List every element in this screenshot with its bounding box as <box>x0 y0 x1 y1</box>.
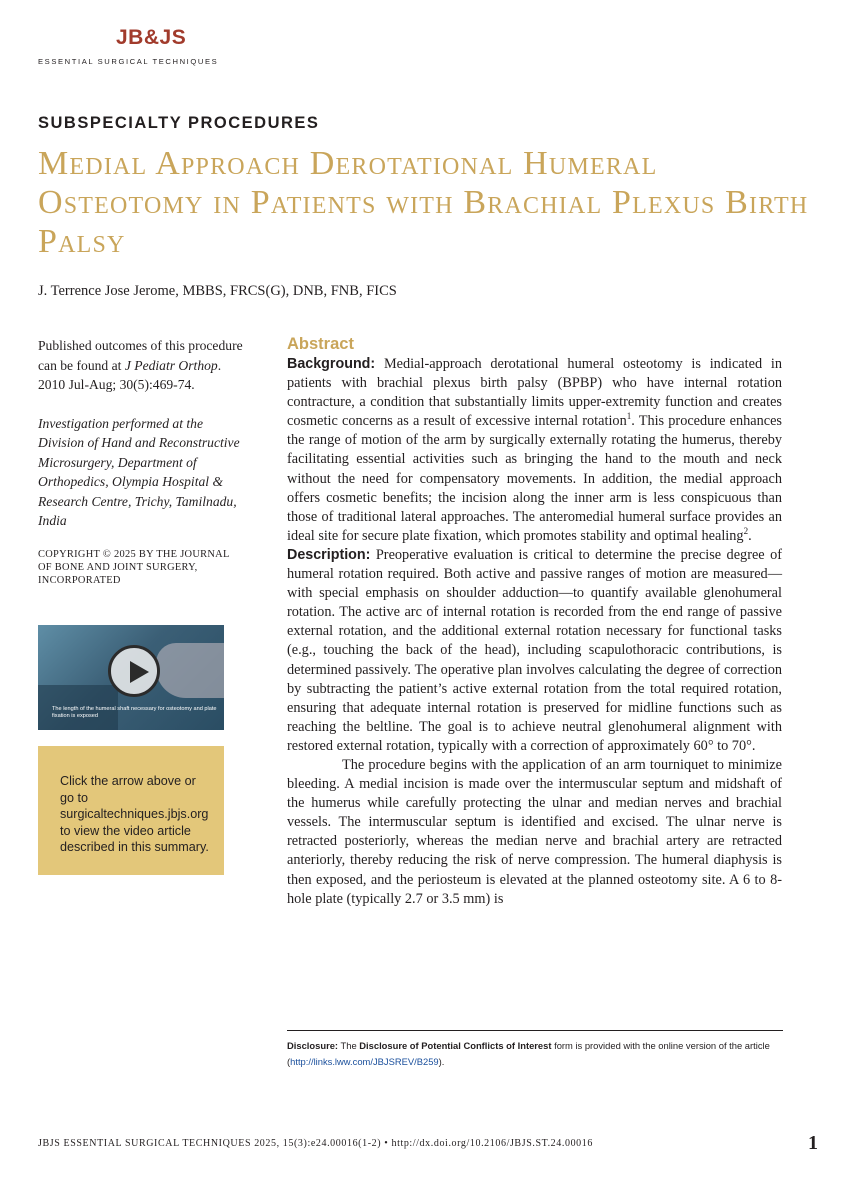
disclosure-note <box>287 1038 783 1069</box>
disclosure-text: The <box>338 1040 360 1051</box>
disclosure-text: form is provided with the online version of the article ( <box>287 1040 770 1067</box>
page-number: 1 <box>808 1132 818 1154</box>
published-outcomes-note <box>38 336 243 395</box>
background-text: . This procedure enhances the range of motion of the arm by surgically externally rotating the humerus, thereby facilitating essential activities such as bringing the hand to the mouth and neck without the need for compensatory movements. In addition, the medial approach offers cosmetic benefits; the incision along the inner arm is less conspicuous than those of traditional lateral approaches. The anteromedial humeral surface provides an ideal site for secure plate fixation, which promotes stability and optimal healing <box>287 413 782 544</box>
video-callout-box: Click the arrow above or go to surgicaltechniques.jbjs.org to view the video article described in this summary. <box>38 746 224 875</box>
background-label: Background: <box>287 356 376 372</box>
sidebar-column <box>38 336 243 587</box>
video-frame-detail <box>156 643 224 698</box>
logo-mark: JB&JS <box>116 26 187 49</box>
section-label: SUBSPECIALTY PROCEDURES <box>38 114 320 132</box>
published-citation: . 2010 Jul-Aug; 30(5):469-74. <box>38 357 222 392</box>
footer-citation: JBJS ESSENTIAL SURGICAL TECHNIQUES 2025, 15(3):e24.00016(1-2) • http://dx.doi.org/10.2106/JBJS.ST.24.00016 <box>38 1138 593 1149</box>
logo-subtitle: ESSENTIAL SURGICAL TECHNIQUES <box>38 57 219 66</box>
reference-marker: 1 <box>626 411 632 422</box>
video-thumbnail[interactable] <box>38 625 224 730</box>
disclosure-form-name: Disclosure of Potential Conflicts of Interest <box>359 1040 552 1051</box>
footnote-divider <box>287 1030 783 1031</box>
background-text: Medial-approach derotational humeral osteotomy is indicated in patients with brachial plexus birth palsy (BPBP) who have internal rotation contracture, a condition that substantially limits upper-extremity function and creates cosmetic concerns as a result of excessive internal rotation <box>287 356 782 430</box>
description-text: Preoperative evaluation is critical to determine the precise degree of humeral rotation required. Both active and passive ranges of motion are measured—with special emphasis on shoulder adduction—to quantify available glenohumeral rotation. The active arc of internal rotation is recorded from the end range of passive external rotation, and the additional external rotation necessary for functional tasks (e.g., touching the back of the head), including scapulothoracic contributions, is determined passively. The operative plan involves calculating the degree of correction by subtracting the patient’s active external rotation from the total required rotation, ensuring that adequate internal rotation is preserved for midline functions such as reaching the beltline. The goal is to achieve neutral glenohumeral alignment with restored external rotation, typically with a correction of approximately 60° to 70°. <box>287 546 782 754</box>
journal-name: J Pediatr Orthop <box>124 357 218 373</box>
disclosure-text: ). <box>438 1055 445 1067</box>
abstract-heading: Abstract <box>287 335 354 353</box>
description-label: Description: <box>287 546 371 563</box>
description-paragraph <box>287 546 782 756</box>
copyright-note: COPYRIGHT © 2025 BY THE JOURNAL OF BONE AND JOINT SURGERY, INCORPORATED <box>38 548 230 586</box>
background-paragraph <box>287 355 782 546</box>
reference-marker: 2 <box>743 526 749 537</box>
video-caption: The length of the humeral shaft necessary for osteotomy and plate fixation is exposed <box>52 706 217 719</box>
background-text: . <box>748 527 752 544</box>
abstract-section <box>287 335 782 909</box>
journal-logo <box>38 26 218 72</box>
play-triangle <box>130 661 149 683</box>
investigation-note: Investigation performed at the Division of Hand and Reconstructive Microsurgery, Department of Orthopedics, Olympia Hospital & Research Centre, Trichy, Tamilnadu, India <box>38 415 240 528</box>
procedure-paragraph: The procedure begins with the application of an arm tourniquet to minimize bleeding. A medial incision is made over the intermuscular septum and midshaft of the humerus while carefully protecting the ulnar and median nerves and brachial vessels. The intermuscular septum is identified and excised. The ulnar nerve is retracted posteriorly, whereas the median nerve and brachial artery are retracted anteriorly, thereby reducing the risk of nerve compression. The humeral diaphysis is then exposed, and the periosteum is elevated at the planned osteotomy site. A 6 to 8-hole plate (typically 2.7 or 3.5 mm) is <box>287 756 782 907</box>
disclosure-link[interactable]: http://links.lww.com/JBJSREV/B259 <box>290 1055 439 1067</box>
article-title: Medial Approach Derotational Humeral Osteotomy in Patients with Brachial Plexus Birth Palsy <box>38 145 809 260</box>
published-text: Published outcomes of this procedure can be found at <box>38 338 243 373</box>
author-line: J. Terrence Jose Jerome, MBBS, FRCS(G), DNB, FNB, FICS <box>38 283 397 299</box>
play-icon[interactable] <box>108 645 160 697</box>
disclosure-label: Disclosure: <box>287 1040 339 1051</box>
